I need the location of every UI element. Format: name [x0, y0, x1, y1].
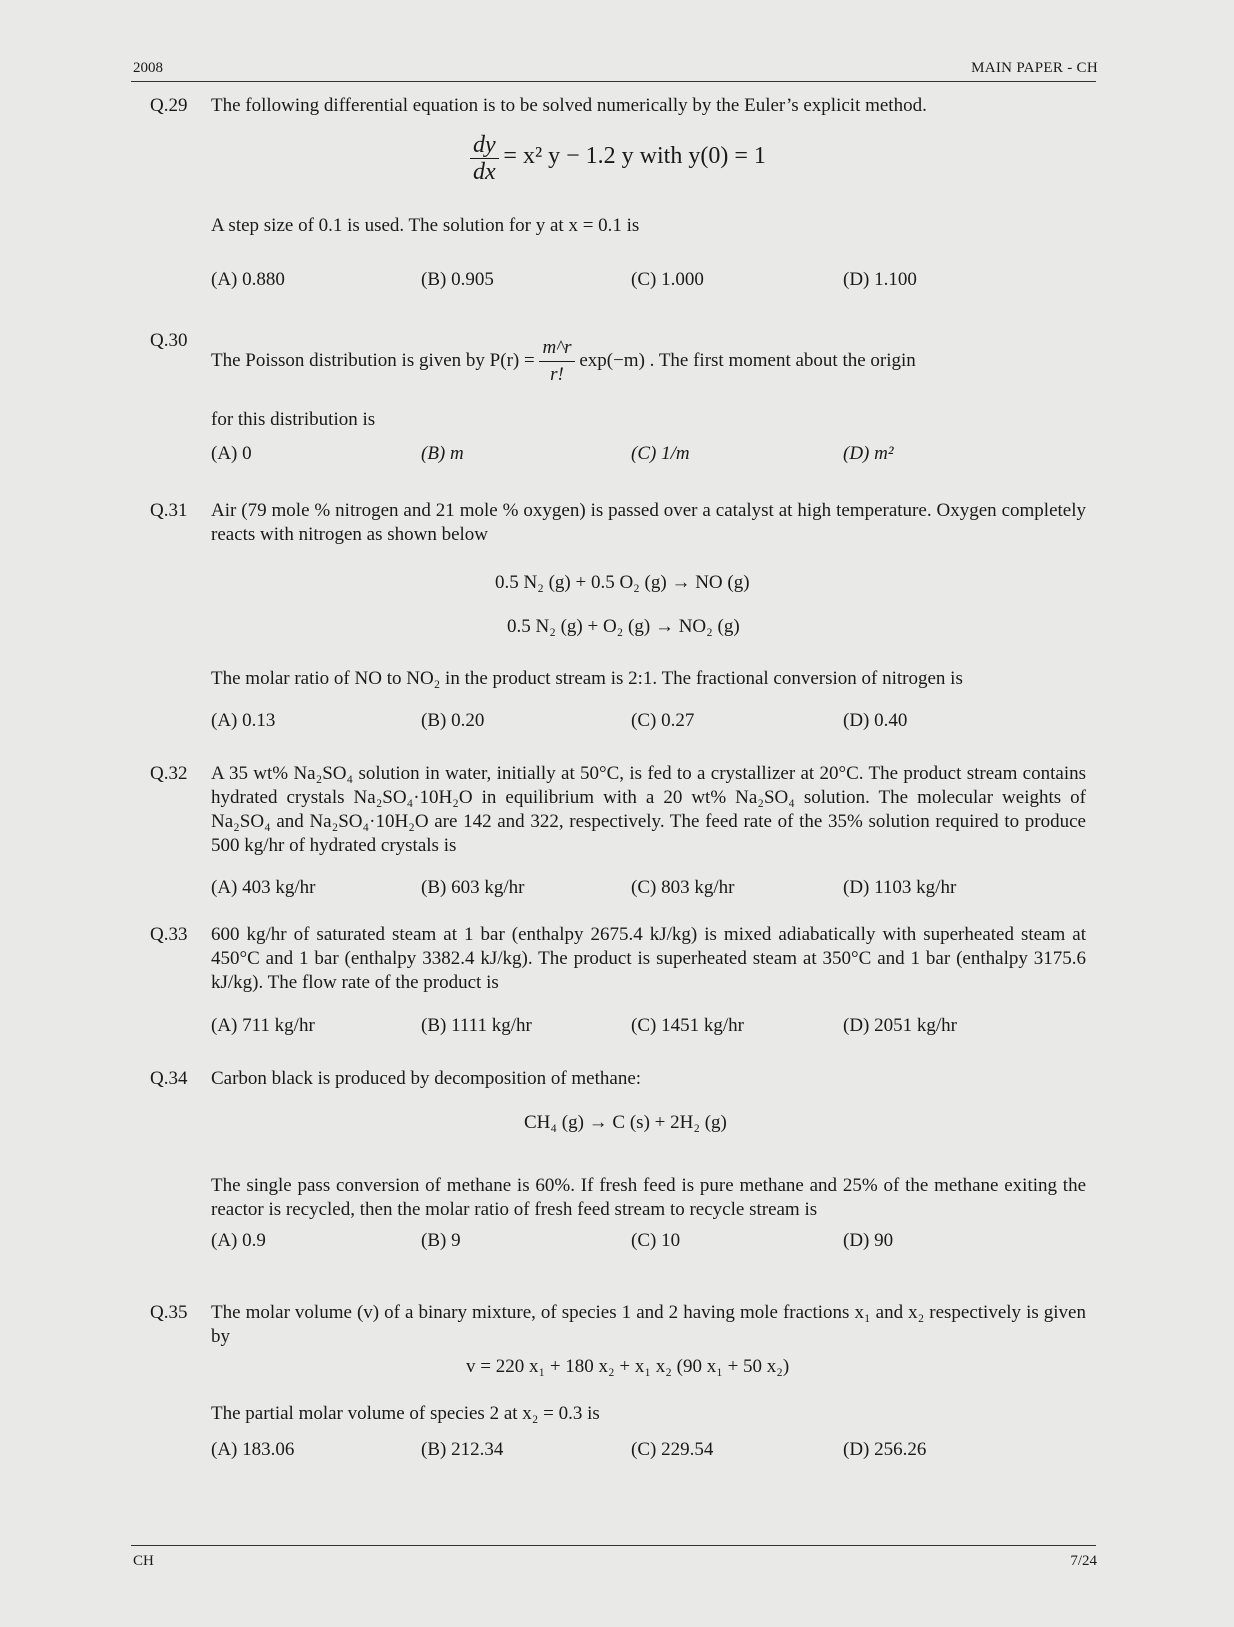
option-c: (C) 229.54: [631, 1439, 714, 1460]
question-text: Air (79 mole % nitrogen and 21 mole % oxygen) is passed over a catalyst at high temperature. Oxygen completely reacts with nitrogen as shown below: [211, 500, 1086, 545]
reaction-2: 0.5 N₂ (g) + O₂ (g) → NO₂ (g): [507, 616, 740, 637]
question-text-2: The molar ratio of NO to NO₂ in the product stream is 2:1. The fractional conversion of nitrogen is: [211, 668, 963, 689]
options: [211, 268, 1086, 294]
option-a: (A) 0.9: [211, 1230, 266, 1251]
option-a: (A) 183.06: [211, 1439, 295, 1460]
page-number: 7/24: [1070, 1553, 1097, 1569]
option-b: (B) m: [421, 443, 464, 464]
option-b: (B) 1111 kg/hr: [421, 1015, 532, 1036]
question-text-2: for this distribution is: [211, 409, 376, 430]
equation-rhs: = x² y − 1.2 y with y(0) = 1: [503, 142, 766, 169]
option-a: (A) 0.13: [211, 710, 276, 731]
question-number: Q.33: [150, 924, 188, 945]
question-text: 600 kg/hr of saturated steam at 1 bar (enthalpy 2675.4 kJ/kg) is mixed adiabatically with superheated steam at 450°C and 1 bar (enthalpy 3382.4 kJ/kg). The product is superheated steam at 350°C and 1 bar (enthalpy 3175.6 kJ/kg). The flow rate of the product is: [211, 924, 1086, 993]
derivative-fraction: [470, 132, 499, 185]
option-d: (D) 1103 kg/hr: [843, 877, 957, 898]
fraction-denominator: r!: [550, 364, 564, 385]
equation: [470, 132, 766, 185]
option-b: (B) 0.20: [421, 710, 485, 731]
footer-code: CH: [133, 1553, 154, 1569]
option-b: (B) 9: [421, 1230, 461, 1251]
option-c: (C) 1451 kg/hr: [631, 1015, 744, 1036]
option-d: (D) 1.100: [843, 269, 917, 290]
question-number: Q.31: [150, 500, 188, 521]
poisson-fraction: [539, 335, 574, 388]
question-text-2: The partial molar volume of species 2 at x₂ = 0.3 is: [211, 1403, 600, 1424]
options: [211, 709, 1086, 735]
option-d: (D) 2051 kg/hr: [843, 1015, 957, 1036]
option-b: (B) 212.34: [421, 1439, 504, 1460]
fraction-numerator: m^r: [539, 335, 574, 362]
question-text: [211, 335, 1086, 388]
poisson-text-post: exp(−m) . The first moment about the origin: [579, 349, 916, 371]
question-number: Q.34: [150, 1068, 188, 1089]
options: [211, 876, 1086, 902]
fraction-denominator: dx: [473, 159, 496, 185]
option-a: (A) 0.880: [211, 269, 285, 290]
question-text-2: The single pass conversion of methane is 60%. If fresh feed is pure methane and 25% of the methane exiting the reactor is recycled, then the molar ratio of fresh feed stream to recycle stream is: [211, 1175, 1086, 1220]
header-paper: MAIN PAPER - CH: [971, 60, 1098, 76]
question-text-2: A step size of 0.1 is used. The solution for y at x = 0.1 is: [211, 215, 640, 236]
options: [211, 442, 1086, 468]
option-a: (A) 711 kg/hr: [211, 1015, 315, 1036]
option-c: (C) 1/m: [631, 443, 690, 464]
option-d: (D) 256.26: [843, 1439, 927, 1460]
question-text: The following differential equation is to be solved numerically by the Euler’s explicit method.: [211, 95, 927, 116]
fraction-numerator: dy: [470, 132, 499, 159]
footer-rule: [131, 1545, 1096, 1546]
option-a: (A) 0: [211, 443, 252, 464]
question-text: Carbon black is produced by decomposition of methane:: [211, 1068, 642, 1089]
poisson-text-pre: The Poisson distribution is given by P(r) =: [211, 349, 535, 371]
option-b: (B) 603 kg/hr: [421, 877, 525, 898]
option-c: (C) 0.27: [631, 710, 695, 731]
question-text: A 35 wt% Na₂SO₄ solution in water, initially at 50°C, is fed to a crystallizer at 20°C. The product stream contains hydrated crystals Na₂SO₄·10H₂O in equilibrium with a 20 wt% Na₂SO₄ solution. The molecular weights of Na₂SO₄ and Na₂SO₄·10H₂O are 142 and 322, respectively. The feed rate of the 35% solution required to produce 500 kg/hr of hydrated crystals is: [211, 763, 1086, 856]
option-a: (A) 403 kg/hr: [211, 877, 316, 898]
options: [211, 1229, 1086, 1255]
question-number: Q.30: [150, 330, 188, 351]
option-c: (C) 10: [631, 1230, 681, 1251]
question-number: Q.32: [150, 763, 188, 784]
question-number: Q.29: [150, 95, 188, 116]
option-c: (C) 803 kg/hr: [631, 877, 735, 898]
option-b: (B) 0.905: [421, 269, 494, 290]
reaction-1: CH₄ (g) → C (s) + 2H₂ (g): [524, 1112, 727, 1133]
option-c: (C) 1.000: [631, 269, 704, 290]
option-d: (D) 0.40: [843, 710, 908, 731]
option-d: (D) m²: [843, 443, 894, 464]
molar-volume-equation: v = 220 x₁ + 180 x₂ + x₁ x₂ (90 x₁ + 50 x₂): [466, 1356, 790, 1377]
options: [211, 1438, 1086, 1464]
header-rule: [131, 81, 1096, 82]
options: [211, 1014, 1086, 1040]
reaction-1: 0.5 N₂ (g) + 0.5 O₂ (g) → NO (g): [495, 572, 750, 593]
question-number: Q.35: [150, 1302, 188, 1323]
header-year: 2008: [133, 60, 163, 76]
question-text: The molar volume (v) of a binary mixture, of species 1 and 2 having mole fractions x₁ and x₂ respectively is given by: [211, 1302, 1086, 1347]
option-d: (D) 90: [843, 1230, 894, 1251]
